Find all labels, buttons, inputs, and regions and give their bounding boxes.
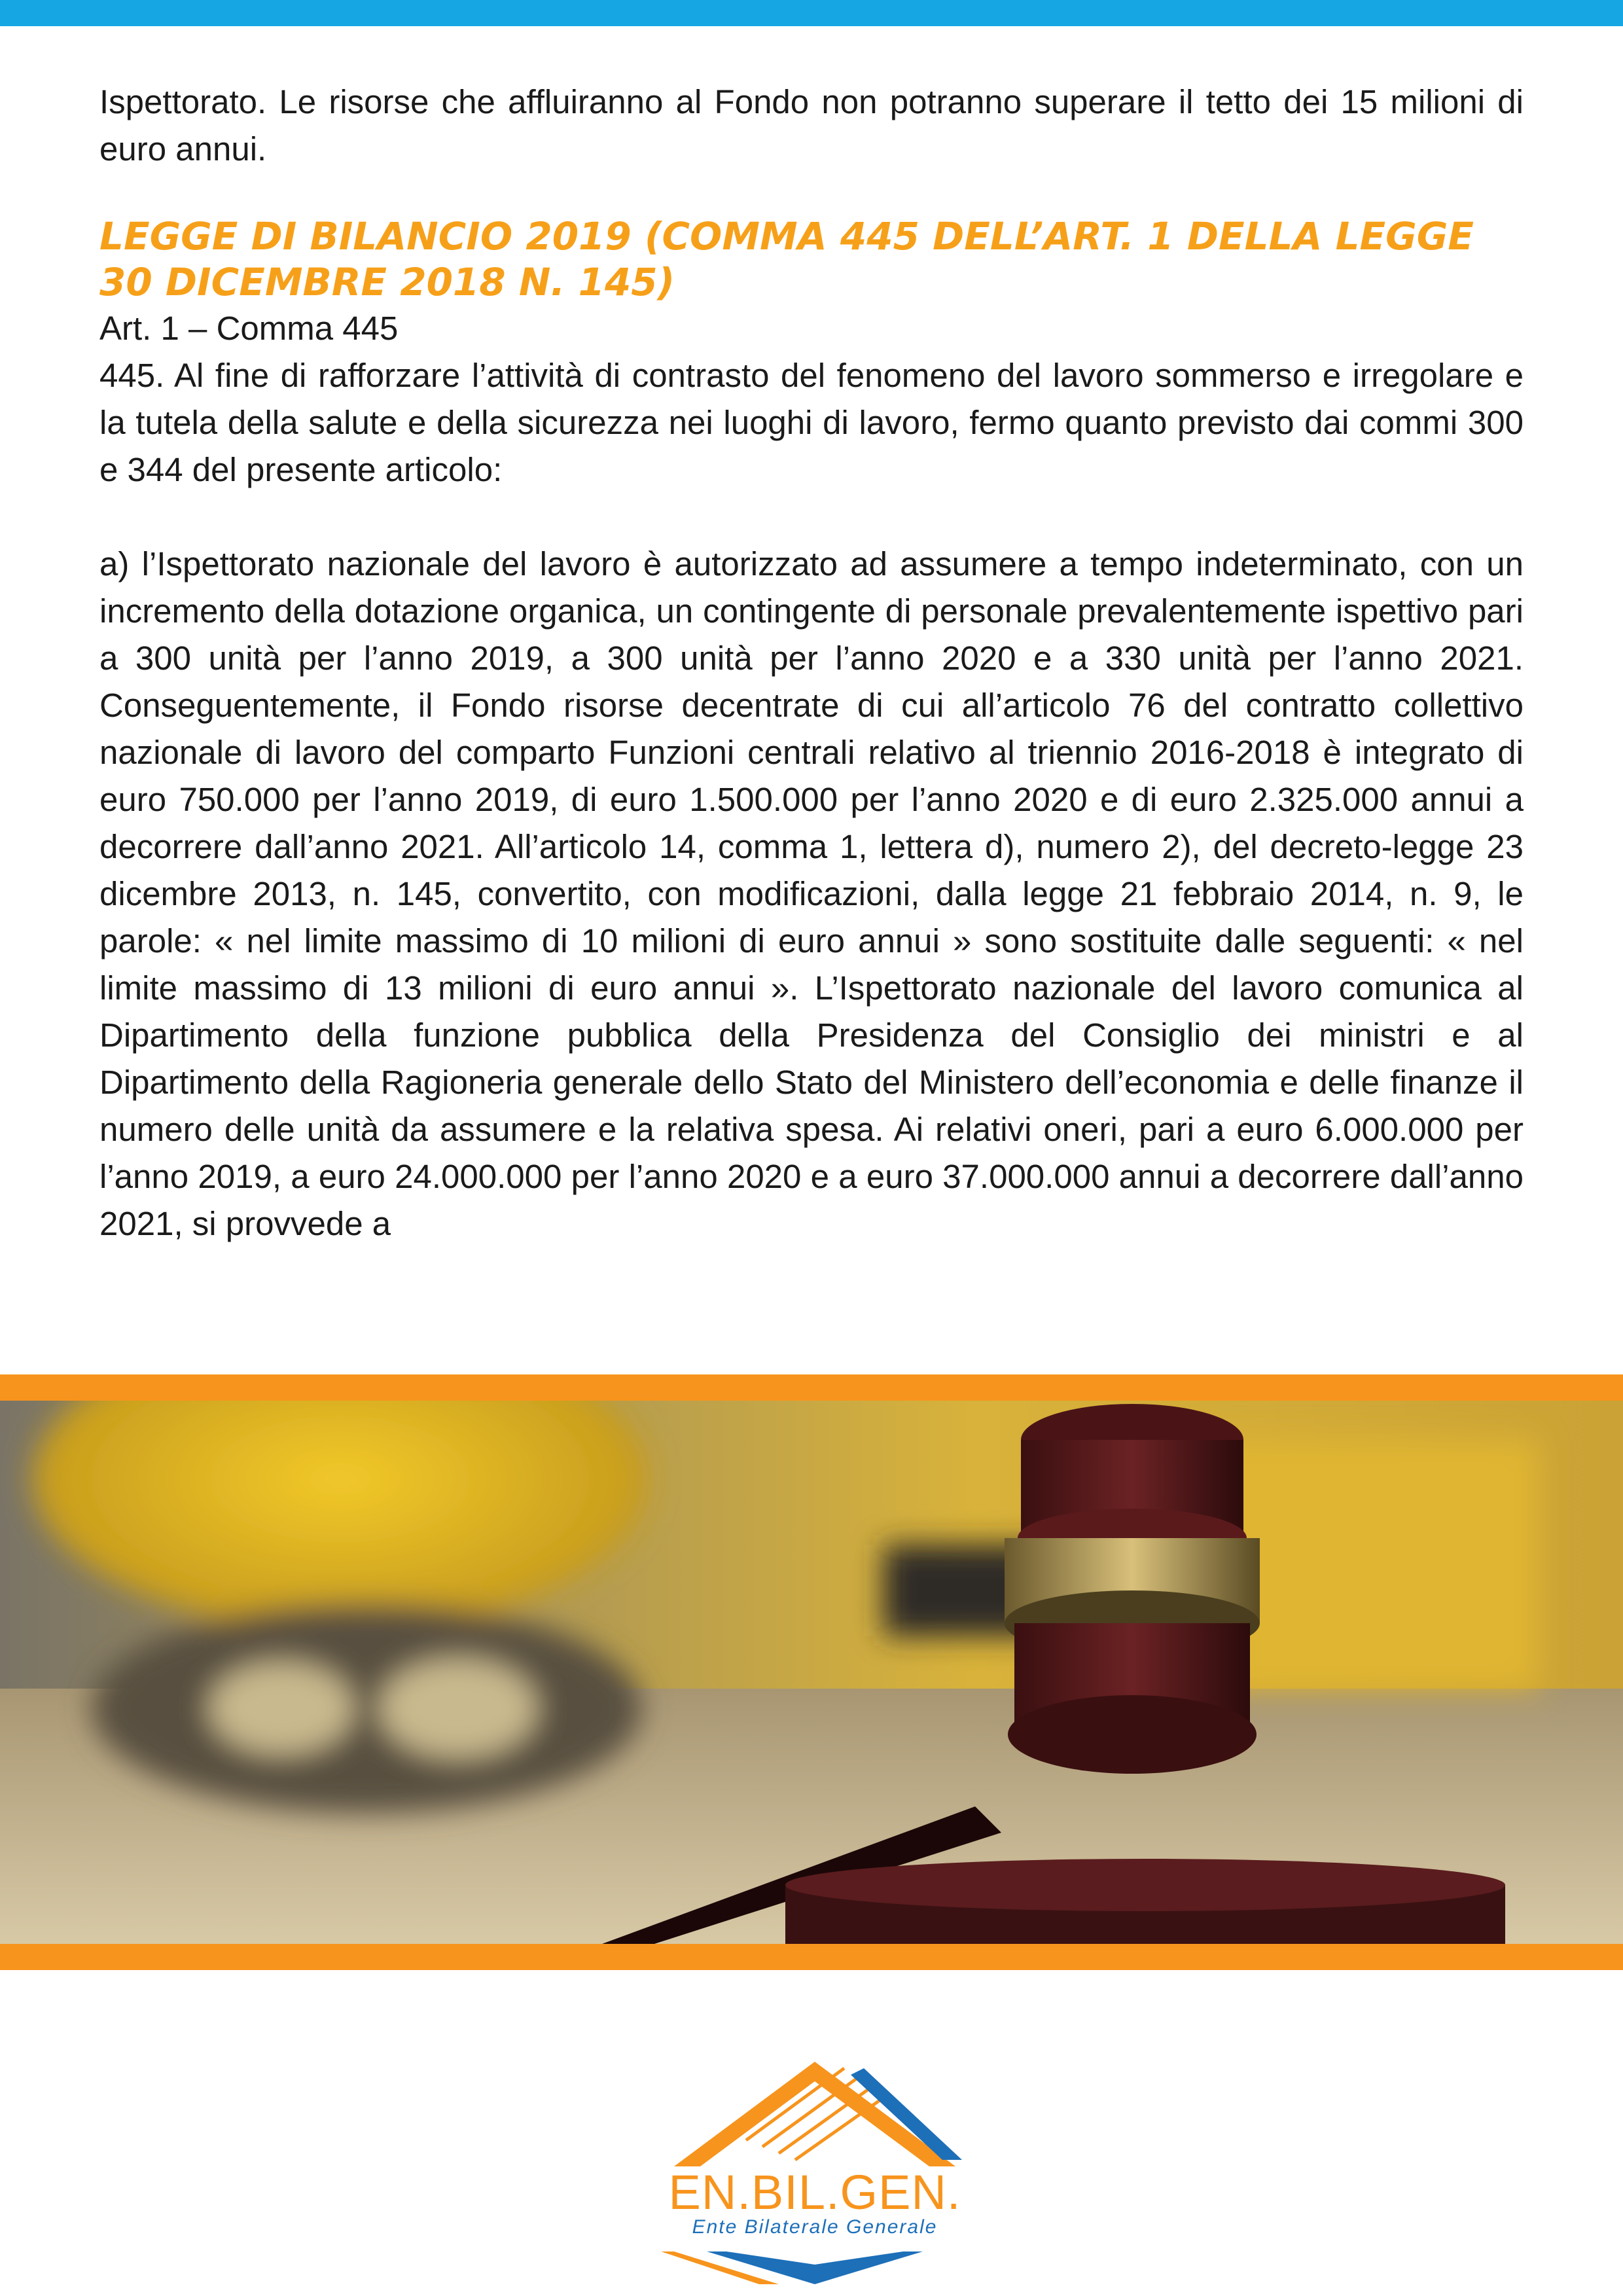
paragraph-445: 445. Al fine di rafforzare l’attività di contrasto del fenomeno del lavoro sommerso e irregolare e la tutela della salute e della sicurezza nei luoghi di lavoro, fermo quanto previsto dai commi 300 e 344 del presente articolo: [99, 357, 1524, 488]
top-accent-bar [0, 0, 1623, 26]
hero-band [0, 1374, 1623, 1970]
logo-name: EN.BIL.GEN. [668, 2165, 961, 2219]
article-reference: Art. 1 – Comma 445 [99, 310, 399, 347]
gavel-photo [0, 1401, 1623, 1944]
paragraph-a: a) l’Ispettorato nazionale del lavoro è autorizzato ad assumere a tempo indeterminato, con un incremento della dotazione organica, un contingente di personale prevalentemente ispettivo pari a 300 unità per l’anno 2019, a 300 unità per l’anno 2020 e a 330 unità per l’anno 2021. Conseguentemente, il Fondo risorse decentrate di cui all’articolo 76 del contratto collettivo nazionale di lavoro del comparto Funzioni centrali relativo al triennio 2016-2018 è integrato di euro 750.000 per l’anno 2019, di euro 1.500.000 per l’anno 2020 e di euro 2.325.000 annui a decorrere dall’anno 2021. All’articolo 14, comma 1, lettera d), numero 2), del decreto-legge 23 dicembre 2013, n. 145, convertito, con modificazioni, dalla legge 21 febbraio 2014, n. 9, le parole: « nel limite massimo di 10 milioni di euro annui » sono sostituite dalle seguenti: « nel limite massimo di 13 milioni di euro annui ». L’Ispettorato nazionale del lavoro comunica al Dipartimento della funzione pubblica della Presidenza del Consiglio dei ministri e al Dipartimento della Ragioneria generale dello Stato del Ministero dell’economia e delle finanze il numero delle unità da assumere e la relativa spesa. Ai relativi oneri, pari a euro 6.000.000 per l’anno 2019, a euro 24.000.000 per l’anno 2020 e a euro 37.000.000 annui a decorrere dall’anno 2021, si provvede a [99, 545, 1524, 1242]
logo-tagline: Ente Bilaterale Generale [692, 2216, 938, 2238]
enbilgen-logo [648, 2062, 982, 2284]
section-heading: LEGGE DI BILANCIO 2019 (COMMA 445 DELL’ART. 1 DELLA LEGGE 30 DICEMBRE 2018 N. 145) [99, 214, 1474, 304]
intro-paragraph: Ispettorato. Le risorse che affluiranno al Fondo non potranno superare il tetto dei 15 milioni di euro annui. [99, 83, 1524, 168]
page-content [99, 79, 1524, 1247]
